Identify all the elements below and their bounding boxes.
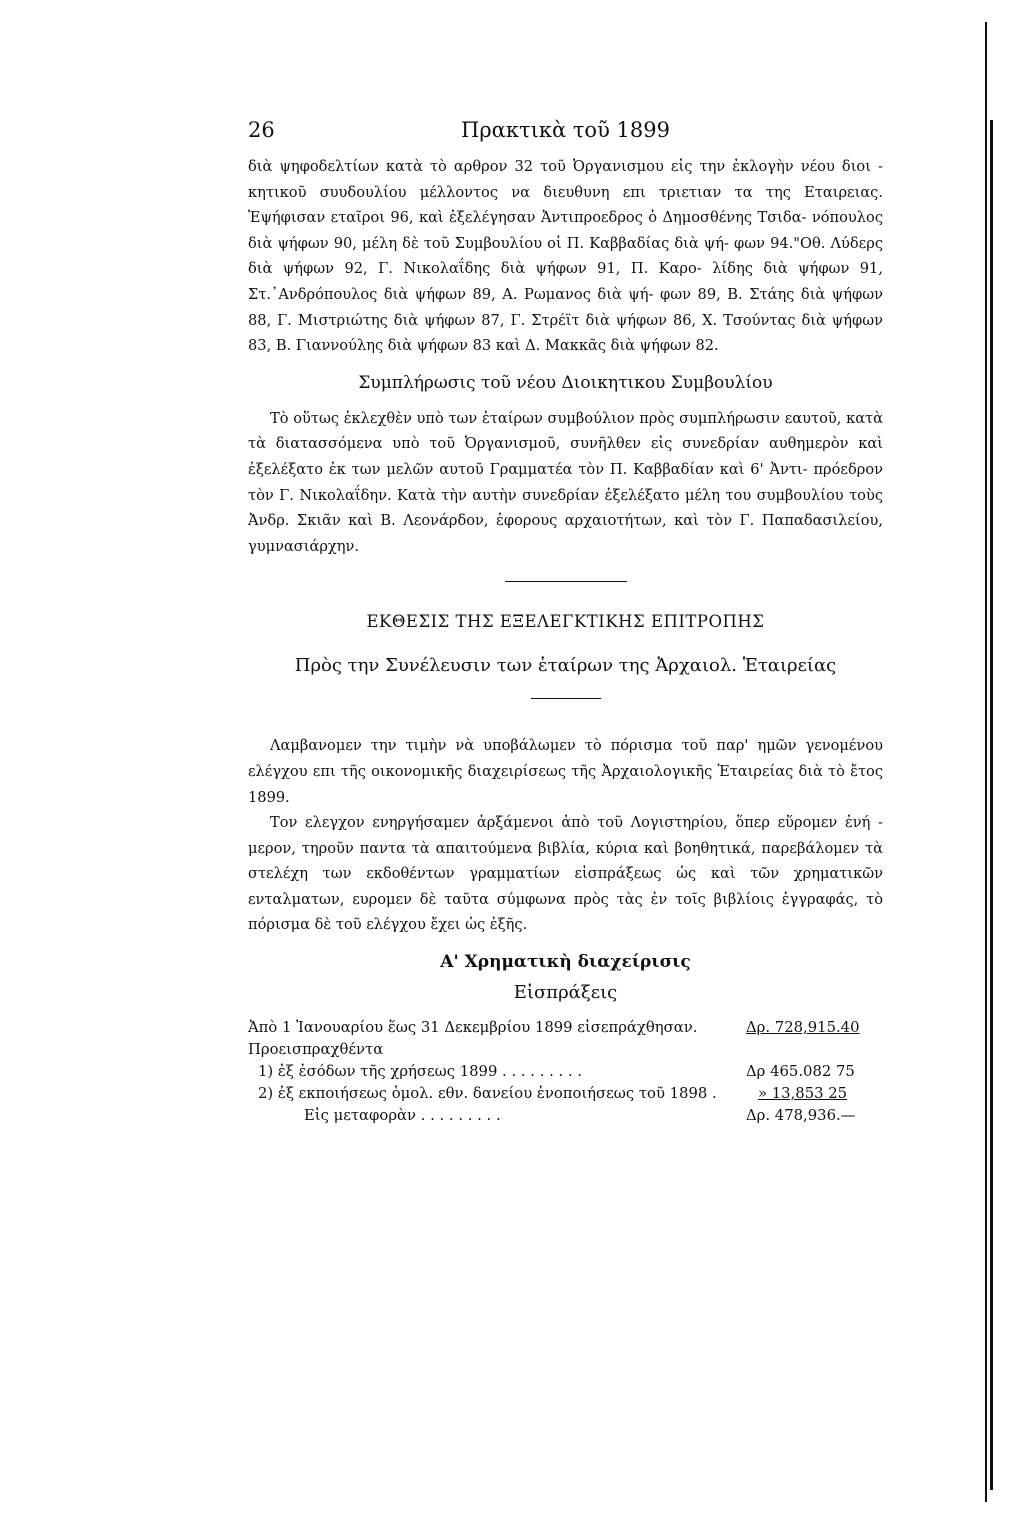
- report-subtitle: Πρὸς την Συνέλευσιν των ἑταίρων της Ἀρχαιολ. Ἑταιρείας: [294, 655, 837, 677]
- report-paragraph-2: Τον ελεγχον ενηργήσαμεν ἀρξάμενοι ἀπὸ τοῦ Λογιστηρίου, ὅπερ εὕρομεν ἐνή - μερον, τηροῦν παντα τὰ απαιτούμενα βιβλία, κύρια καὶ βοηθητικά, παρεβάλομεν τὰ στελέχη των εκδοθέντων γραμματίων εἰσπράξεως ὡς καὶ τῶν χρηματικῶν ενταλματων, ευρομεν δὲ ταῦτα σύμφωνα πρὸς τὰς ἐν τοῖς βιβλίοις ἐγγραφάς, τὸ πόρισμα δὲ τοῦ ελέγχου ἔχει ὡς ἐξῆς.: [248, 814, 883, 934]
- ledger-amount: » 13,853 25: [758, 1085, 848, 1103]
- ledger-label: Προεισπραχθέντα: [248, 1041, 384, 1059]
- ledger-amount: Δρ. 728,915.40: [746, 1019, 860, 1037]
- ledger-row: [248, 1085, 883, 1107]
- section-body: Τὸ οὕτως ἐκλεχθὲν υπὸ των ἑταίρων συμβούλιον πρὸς συμπλήρωσιν εαυτοῦ, κατὰ τὰ διατασσόμενα υπὸ τοῦ Ὀργανισμοῦ, συνῆλθεν εἰς συνεδρίαν αυθημερὸν καὶ ἐξελέξατο ἐκ των μελῶν αυτοῦ Γραμματέα τὸν Π. Καββαδίαν καὶ 6' Ἀντι- πρόεδρον τὸν Γ. Νικολαΐδην. Κατὰ τὴν αυτὴν συνεδρίαν ἐξελέξατο μέλη του συμβουλίου τοὺς Ἀνδρ. Σκιᾶν καὶ Β. Λεονάρδον, ἐφορους αρχαιοτήτων, καὶ τὸν Γ. Παπαδασιλείου, γυμνασιάρχην.: [248, 409, 883, 555]
- ledger-label: Ἀπὸ 1 Ἰανουαρίου ἕως 31 Δεκεμβρίου 1899 εἰσεπράχθησαν.: [248, 1019, 698, 1037]
- ledger-amount: Δρ. 478,936.—: [746, 1107, 856, 1125]
- right-edge-line: [985, 22, 987, 1502]
- ledger-row: [248, 1107, 883, 1129]
- intro-paragraph: διὰ ψηφοδελτίων κατὰ τὸ αρθρον 32 τοῦ Ὀργανισμου εἰς την ἐκλογὴν νέου διοι - κητικοῦ συυδουλίου μέλλοντος να διευθυνη επι τριετιαν τα της Εταιρειας. Ἐψήφισαν εταῖροι 96, καὶ ἐξελέγησαν Ἀντιπροεδρος ὁ Δημοσθένης Τσιδα- νόπουλος διὰ ψήφων 90, μέλη δὲ τοῦ Συμβουλίου οἱ Π. Καββαδίας διὰ ψή- φων 94."Οθ. Λύδερς διὰ ψήφων 92, Γ. Νικολαΐδης διὰ ψήφων 91, Π. Καρο- λίδης διὰ ψήφων 91, Στ.᾽Ανδρόπουλος διὰ ψήφων 89, Α. Ρωμανος διὰ ψή- φων 89, Β. Στάης διὰ ψήφων 88, Γ. Μιστριώτης διὰ ψήφων 87, Γ. Στρέϊτ διὰ ψήφων 86, Χ. Τσούντας διὰ ψήφων 83, Β. Γιαννούλης διὰ ψήφων 83 καὶ Δ. Μακκᾶς διὰ ψήφων 82.: [248, 158, 883, 355]
- page-number: 26: [248, 118, 275, 142]
- running-title: Πρακτικὰ τοῦ 1899: [461, 118, 670, 142]
- report-title: ΕΚΘΕΣΙΣ ΤΗΣ ΕΞΕΛΕΓΚΤΙΚΗΣ ΕΠΙΤΡΟΠΗΣ: [366, 612, 765, 632]
- ledger-row: [248, 1041, 883, 1063]
- finance-section-title: Α' Χρηματικὴ διαχείρισις: [440, 952, 691, 973]
- right-edge-line-2: [990, 120, 993, 1490]
- ledger-label: 1) ἐξ ἐσόδων τῆς χρήσεως 1899 . . . . . . . . .: [258, 1063, 583, 1081]
- ledger-amount: Δρ 465.082 75: [746, 1063, 855, 1081]
- finance-subsection-title: Εἰσπράξεις: [513, 982, 618, 1004]
- ledger-label: 2) ἐξ εκποιήσεως ὁμολ. εθν. δανείου ἑνοποιήσεως τοῦ 1898 .: [258, 1085, 717, 1103]
- page: [248, 118, 883, 1129]
- page-header: [248, 118, 883, 154]
- divider-short: [531, 698, 601, 699]
- divider: [505, 581, 627, 582]
- ledger-label: Εἰς μεταφορὰν . . . . . . . . .: [304, 1107, 501, 1125]
- report-paragraph-1: Λαμβανομεν την τιμὴν νὰ υποβάλωμεν τὸ πόρισμα τοῦ παρ' ημῶν γενομένου ελέγχου επι τῆς οικονομικῆς διαχειρίσεως τῆς Ἀρχαιολογικῆς Ἑταιρείας διὰ τὸ ἔτος 1899.: [248, 737, 883, 806]
- ledger-row: [248, 1019, 883, 1041]
- ledger-row: [248, 1063, 883, 1085]
- section-title: Συμπλήρωσις τοῦ νέου Διοικητικου Συμβουλίου: [358, 372, 773, 393]
